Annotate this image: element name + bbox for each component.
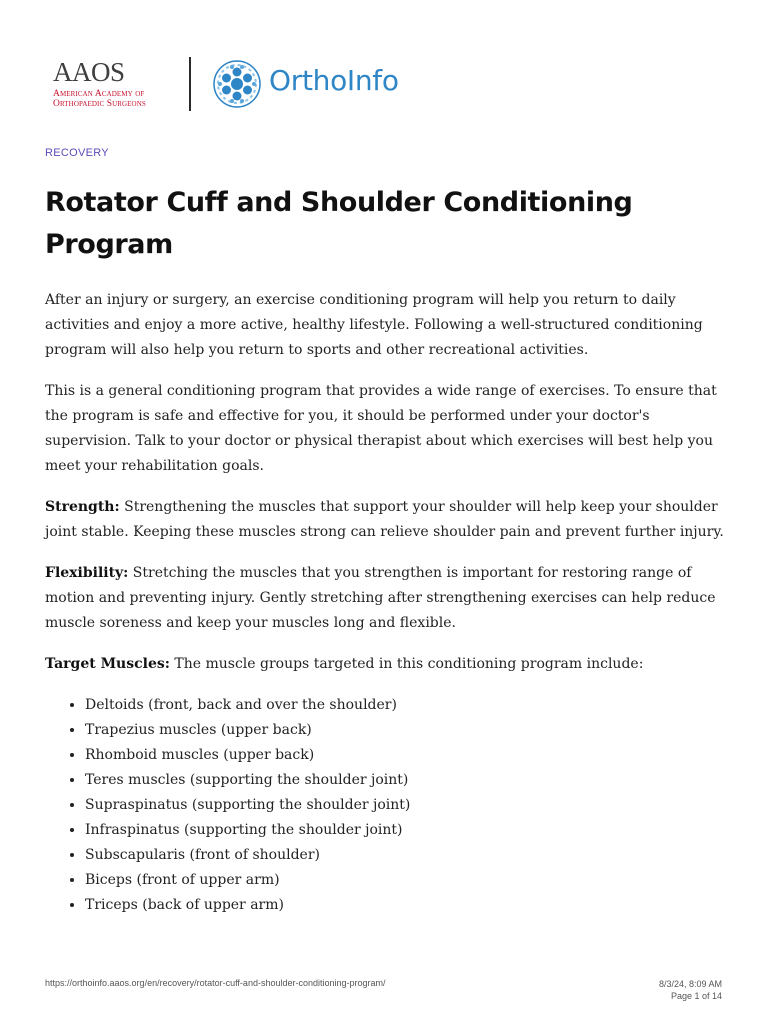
strength-paragraph bbox=[45, 495, 727, 545]
intro-paragraph-1: After an injury or surgery, an exercise conditioning program will help you return to daily activities and enjoy a more active, healthy lifestyle. Following a well-structured conditioning program will also help you return to sports and other recreational activities. bbox=[45, 292, 703, 358]
page-title: Rotator Cuff and Shoulder Conditioning Program bbox=[45, 187, 633, 260]
list-item: • Teres muscles (supporting the shoulder joint) bbox=[85, 768, 727, 793]
logo-divider bbox=[189, 57, 191, 111]
article-body bbox=[45, 288, 727, 918]
strength-label: Strength: bbox=[45, 499, 120, 515]
orthoinfo-logo-wordmark[interactable]: OrthoInfo bbox=[269, 64, 399, 97]
intro-paragraph-2: This is a general conditioning program that provides a wide range of exercises. To ensure that the program is safe and effective for you, it should be performed under your doctor's supervision. Talk to your doctor or physical therapist about which exercises will best help you meet your rehabilitation goals. bbox=[45, 383, 717, 474]
footer-datetime: 8/3/24, 8:09 AM bbox=[658, 979, 722, 989]
page-header bbox=[45, 55, 445, 115]
flexibility-label: Flexibility: bbox=[45, 565, 129, 581]
aaos-subtitle-line-2: Orthopaedic Surgeons bbox=[53, 99, 146, 109]
list-item: • Infraspinatus (supporting the shoulder joint) bbox=[85, 818, 727, 843]
list-item: • Biceps (front of upper arm) bbox=[85, 868, 727, 893]
list-item: • Trapezius muscles (upper back) bbox=[85, 718, 727, 743]
list-item: • Triceps (back of upper arm) bbox=[85, 893, 727, 918]
orthoinfo-globe-icon[interactable] bbox=[212, 59, 262, 109]
target-muscles-label: Target Muscles: bbox=[45, 656, 170, 672]
footer-url-link[interactable]: https://orthoinfo.aaos.org/en/recovery/rotator-cuff-and-shoulder-conditioning-program/ bbox=[45, 978, 386, 988]
aaos-logo[interactable] bbox=[45, 55, 175, 115]
target-muscles-paragraph bbox=[45, 652, 727, 677]
list-item: • Deltoids (front, back and over the shoulder) bbox=[85, 693, 727, 718]
flexibility-paragraph bbox=[45, 561, 727, 636]
flexibility-text: Stretching the muscles that you strengthen is important for restoring range of motion and preventing injury. Gently stretching after strengthening exercises can help reduce muscle soreness and keep your muscles long and flexible. bbox=[45, 565, 716, 631]
target-muscles-text: The muscle groups targeted in this conditioning program include: bbox=[169, 656, 644, 672]
list-item: • Subscapularis (front of shoulder) bbox=[85, 843, 727, 868]
category-label[interactable]: RECOVERY bbox=[45, 147, 109, 159]
footer-meta bbox=[659, 978, 722, 1002]
footer-page-number: Page 1 of 14 bbox=[670, 991, 722, 1001]
list-item: • Supraspinatus (supporting the shoulder joint) bbox=[85, 793, 727, 818]
strength-text: Strengthening the muscles that support your shoulder will help keep your shoulder joint stable. Keeping these muscles strong can relieve shoulder pain and prevent further injury. bbox=[45, 499, 724, 540]
aaos-logo-wordmark: AAOS bbox=[53, 57, 125, 87]
aaos-subtitle-line-1: American Academy of bbox=[53, 89, 145, 99]
list-item: • Rhomboid muscles (upper back) bbox=[85, 743, 727, 768]
muscle-list bbox=[45, 693, 727, 918]
